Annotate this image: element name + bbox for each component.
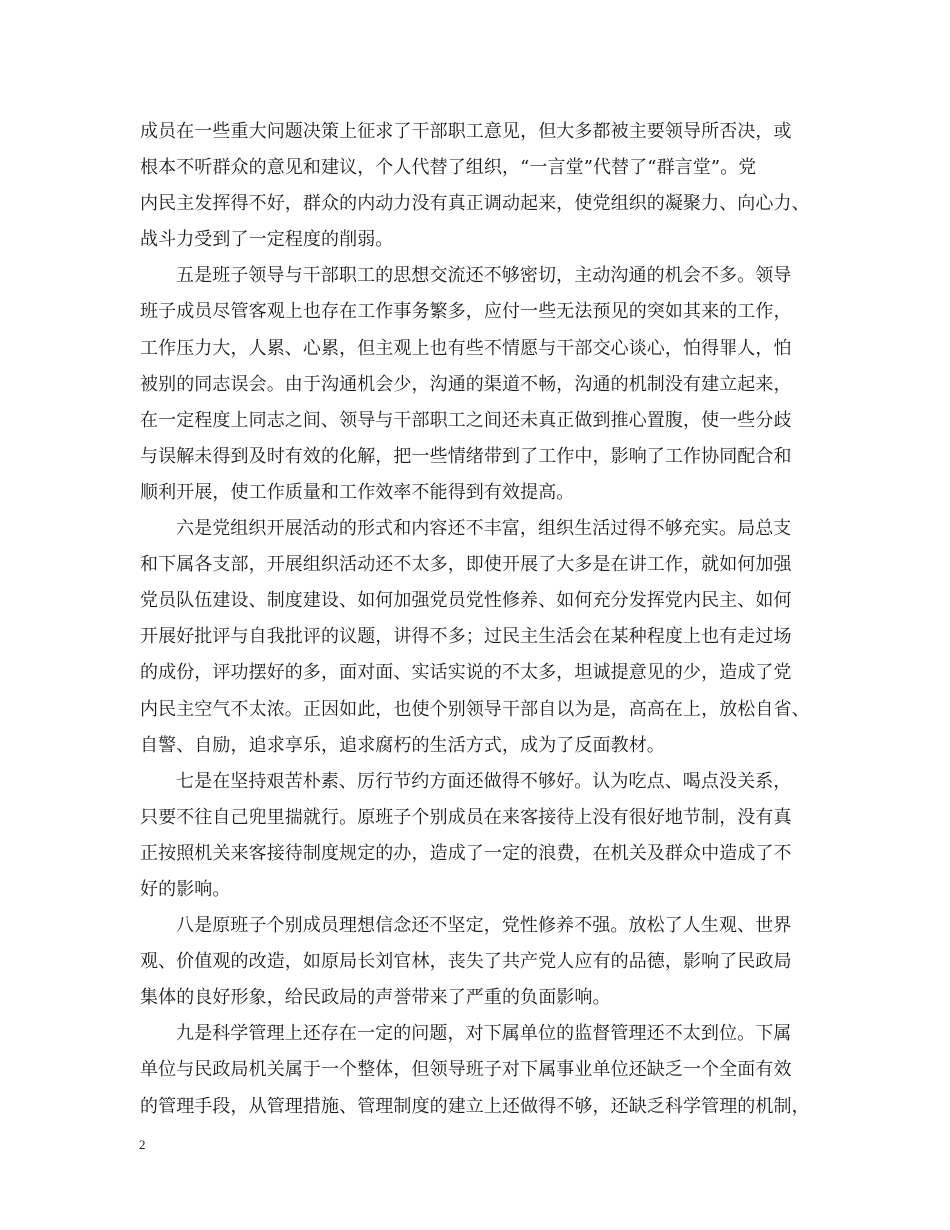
text-line: 好的影响。 (140, 878, 231, 900)
text-line: 单位与民政局机关属于一个整体，但领导班子对下属事业单位还缺乏一个全面有效 (140, 1059, 792, 1081)
text-line: 七是在坚持艰苦朴素、厉行节约方面还做得不够好。认为吃点、喝点没关系， (176, 770, 792, 792)
text-line: 只要不往自己兜里揣就行。原班子个别成员在来客接待上没有很好地节制，没有真 (140, 806, 792, 828)
text-line: 九是科学管理上还存在一定的问题，对下属单位的监督管理还不太到位。下属 (176, 1023, 792, 1045)
paragraph (140, 908, 820, 1016)
text-line: 内民主空气不太浓。正因如此，也使个别领导干部自以为是，高高在上，放松自省、 (140, 698, 810, 720)
text-line: 正按照机关来客接待制度规定的办，造成了一定的浪费，在机关及群众中造成了不 (140, 842, 792, 864)
paragraph (140, 258, 820, 511)
paragraph (140, 1016, 820, 1124)
text-line: 工作压力大，人累、心累，但主观上也有些不情愿与干部交心谈心，怕得罪人，怕 (140, 337, 792, 359)
text-line: 班子成员尽管客观上也存在工作事务繁多，应付一些无法预见的突如其来的工作， (140, 301, 792, 323)
text-line: 成员在一些重大问题决策上征求了干部职工意见，但大多都被主要领导所否决，或 (140, 121, 792, 142)
text-line: 六是党组织开展活动的形式和内容还不丰富，组织生活过得不够充实。局总支 (176, 518, 792, 540)
text-line: 自警、自励，追求享乐，追求腐朽的生活方式，成为了反面教材。 (140, 734, 665, 756)
body-text (140, 114, 820, 1125)
text-line: 内民主发挥得不好，群众的内动力没有真正调动起来，使党组织的凝聚力、向心力、 (140, 193, 810, 215)
text-line: 在一定程度上同志之间、领导与干部职工之间还未真正做到推心置腹，使一些分歧 (140, 409, 792, 431)
text-line: 观、价值观的改造，如原局长刘官林，丧失了共产党人应有的品德，影响了民政局 (140, 951, 792, 973)
text-line: 党员队伍建设、制度建设、如何加强党员党性修养、如何充分发挥党内民主、如何 (140, 590, 792, 612)
text-line: 战斗力受到了一定程度的削弱。 (140, 229, 394, 251)
text-line: 与误解未得到及时有效的化解，把一些情绪带到了工作中，影响了工作协同配合和 (140, 445, 792, 467)
text-line: 开展好批评与自我批评的议题，讲得不多；过民主生活会在某种程度上也有走过场 (140, 626, 792, 648)
text-line: 顺利开展，使工作质量和工作效率不能得到有效提高。 (140, 481, 575, 503)
paragraph (140, 114, 820, 258)
text-line: 集体的良好形象，给民政局的声誉带来了严重的负面影响。 (140, 987, 611, 1009)
text-line: 八是原班子个别成员理想信念还不坚定，党性修养不强。放松了人生观、世界 (176, 915, 792, 937)
paragraph (140, 511, 820, 764)
text-line: 根本不听群众的意见和建议，个人代替了组织，“一言堂”代替了“群言堂”。党 (140, 157, 757, 179)
text-line: 的管理手段，从管理措施、管理制度的建立上还做得不够，还缺乏科学管理的机制， (140, 1095, 810, 1117)
page-number: 2 (139, 1137, 146, 1152)
text-line: 和下属各支部，开展组织活动还不太多，即使开展了大多是在讲工作，就如何加强 (140, 554, 792, 576)
text-line: 五是班子领导与干部职工的思想交流还不够密切，主动沟通的机会不多。领导 (176, 265, 792, 287)
text-line: 被别的同志误会。由于沟通机会少，沟通的渠道不畅，沟通的机制没有建立起来， (140, 373, 792, 395)
paragraph (140, 764, 820, 908)
text-line: 的成份，评功摆好的多，面对面、实话实说的不太多，坦诚提意见的少，造成了党 (140, 662, 792, 684)
